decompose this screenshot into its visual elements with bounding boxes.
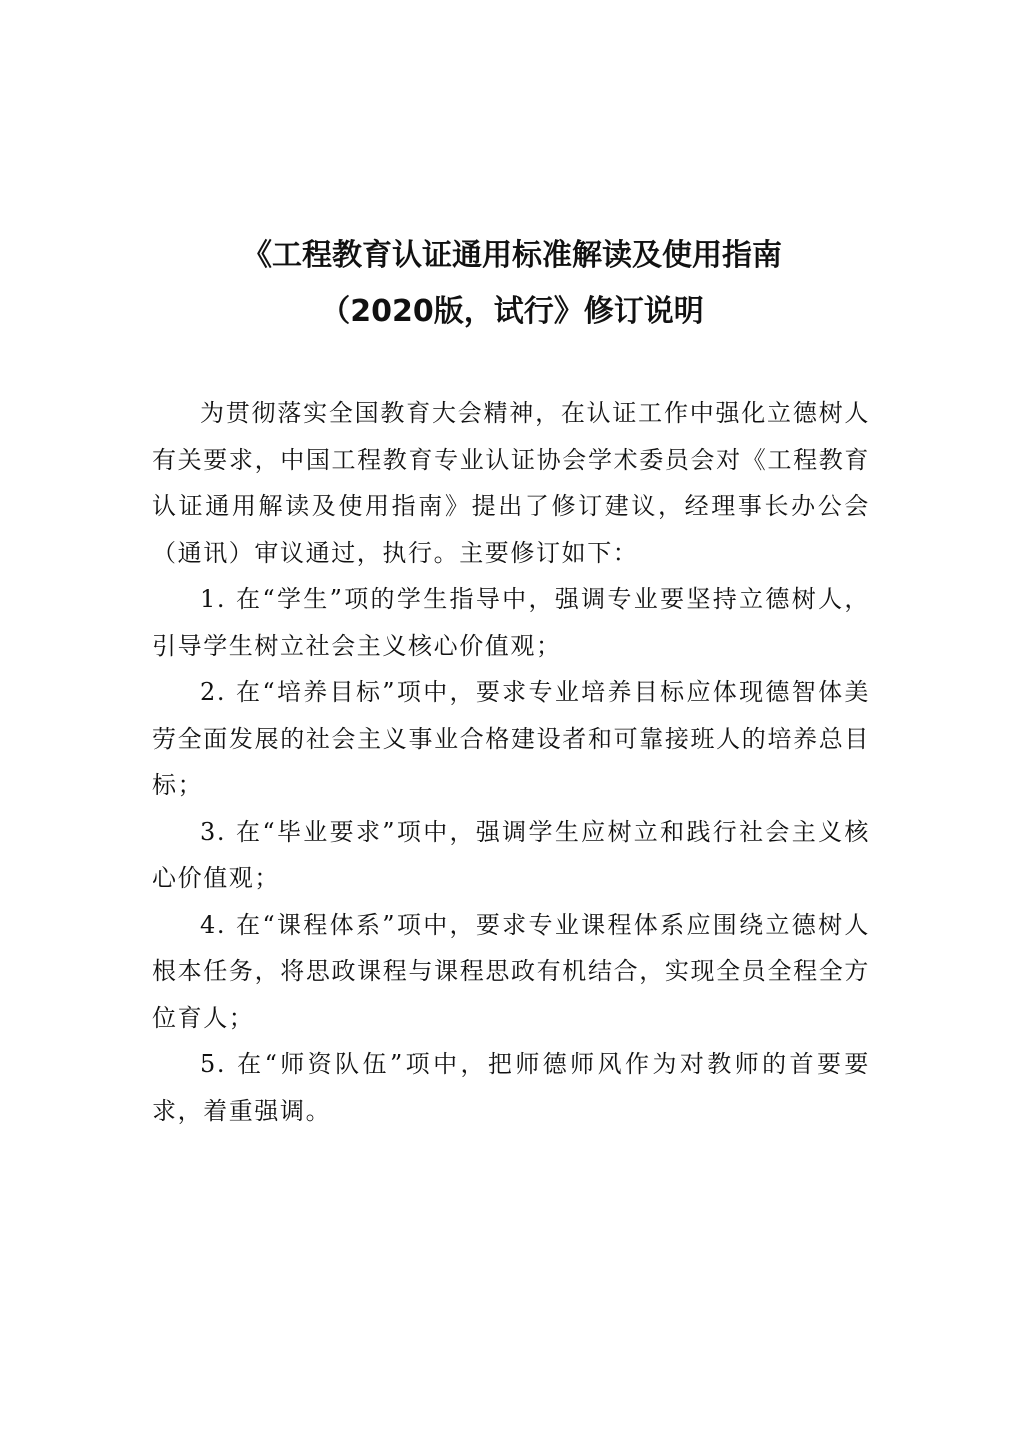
document-body: [152, 390, 870, 1134]
revision-item-1: 1. 在“学生”项的学生指导中，强调专业要坚持立德树人，引导学生树立社会主义核心价值观；: [152, 585, 870, 660]
revision-item-2: 2. 在“培养目标”项中，要求专业培养目标应体现德智体美劳全面发展的社会主义事业合格建设者和可靠接班人的培养总目标；: [152, 678, 870, 799]
title-line-1: 《工程教育认证通用标准解读及使用指南: [242, 238, 782, 273]
title-line-2: （2020版，试行》修订说明: [320, 294, 704, 329]
intro-paragraph: 为贯彻落实全国教育大会精神，在认证工作中强化立德树人有关要求，中国工程教育专业认证协会学术委员会对《工程教育认证通用解读及使用指南》提出了修订建议，经理事长办公会（通讯）审议通过，执行。主要修订如下：: [152, 399, 870, 567]
revision-item-4: 4. 在“课程体系”项中，要求专业课程体系应围绕立德树人根本任务，将思政课程与课程思政有机结合，实现全员全程全方位育人；: [152, 910, 870, 1032]
revision-item-3: 3. 在“毕业要求”项中，强调学生应树立和践行社会主义核心价值观；: [152, 817, 870, 892]
revision-item-5: 5. 在“师资队伍”项中，把师德师风作为对教师的首要要求，着重强调。: [152, 1050, 870, 1125]
document-title: [150, 228, 874, 340]
